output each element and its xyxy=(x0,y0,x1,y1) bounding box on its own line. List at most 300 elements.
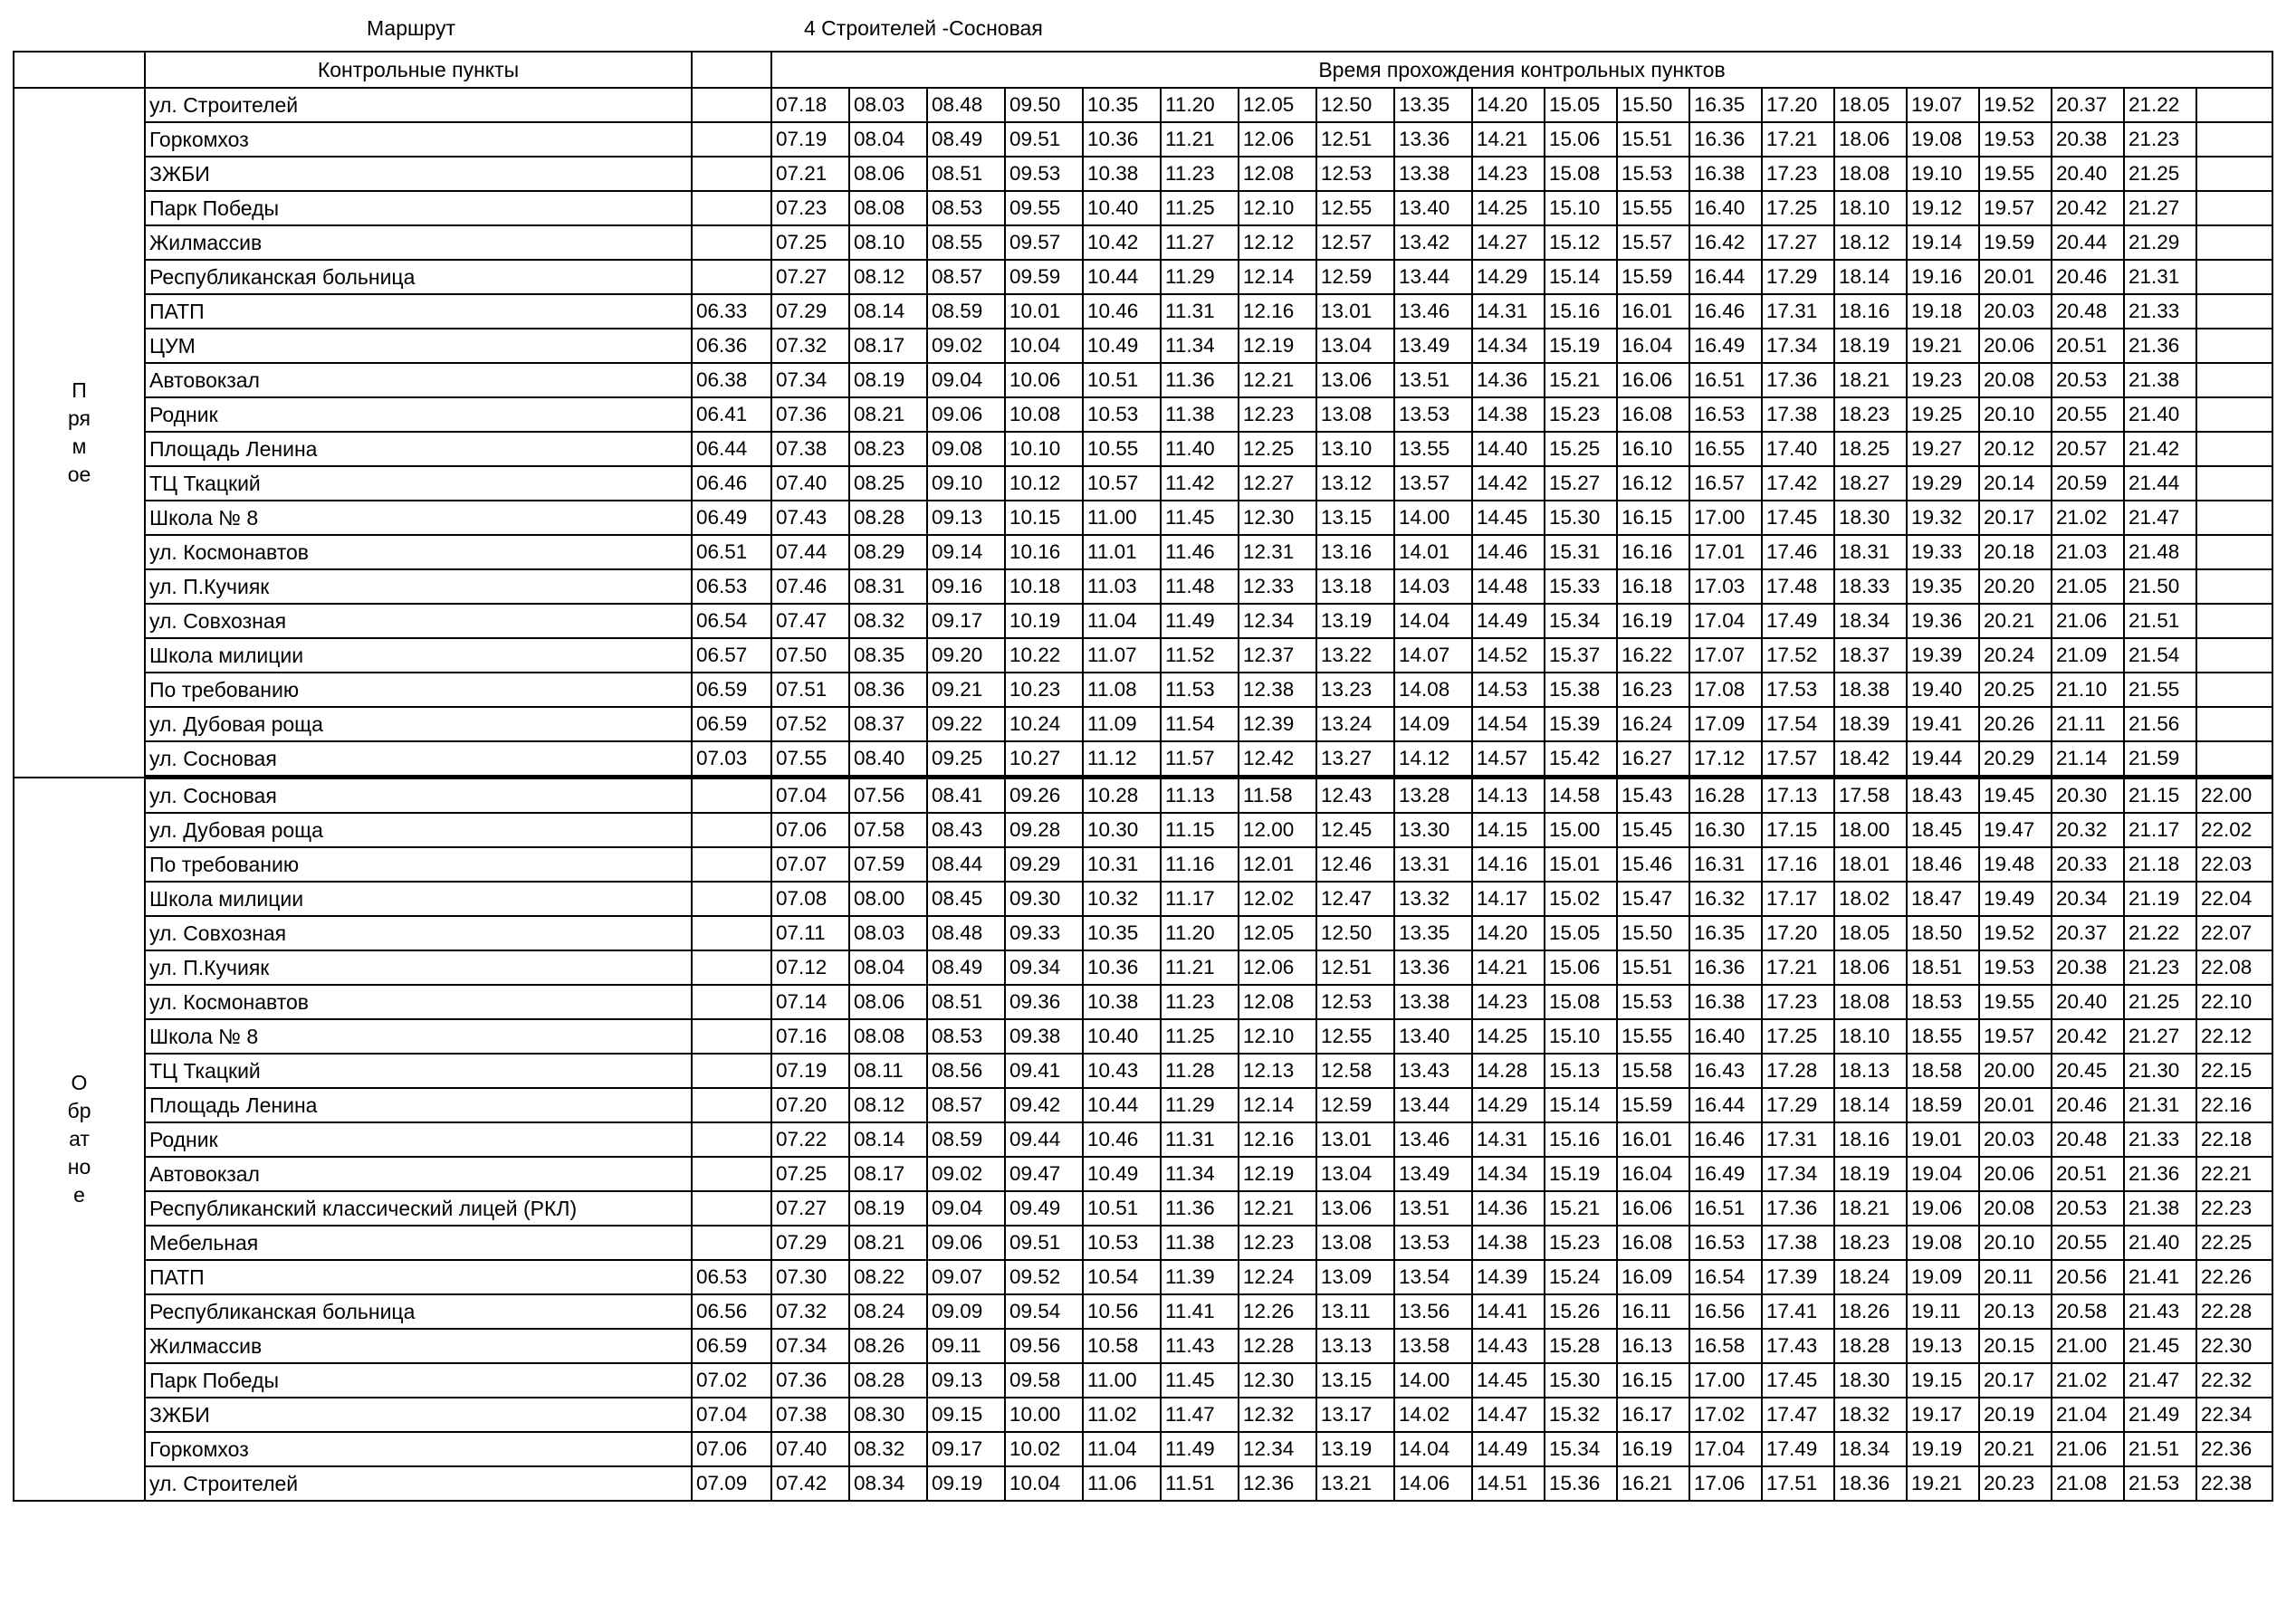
time-cell: 12.06 xyxy=(1239,122,1316,157)
time-cell: 18.53 xyxy=(1907,985,1979,1019)
time-cell: 11.34 xyxy=(1161,329,1239,363)
time-cell: 13.08 xyxy=(1316,1226,1394,1260)
time-cell: 09.20 xyxy=(927,638,1005,673)
time-cell: 16.40 xyxy=(1689,1019,1762,1054)
time-cell: 09.06 xyxy=(927,397,1005,432)
time-cell: 18.46 xyxy=(1907,847,1979,882)
time-cell: 14.45 xyxy=(1472,1363,1545,1398)
time-cell: 08.17 xyxy=(849,1157,927,1191)
time-cell: 15.37 xyxy=(1545,638,1617,673)
time-cell: 20.13 xyxy=(1979,1294,2052,1329)
time-cell: 17.47 xyxy=(1762,1398,1834,1432)
time-cell: 20.59 xyxy=(2052,466,2124,501)
time-cell: 10.16 xyxy=(1005,535,1083,569)
time-cell: 15.06 xyxy=(1545,122,1617,157)
time-cell: 09.53 xyxy=(1005,157,1083,191)
time-cell xyxy=(2196,466,2272,501)
time-cell: 19.13 xyxy=(1907,1329,1979,1363)
time-cell: 21.48 xyxy=(2124,535,2196,569)
time-cell: 19.52 xyxy=(1979,88,2052,122)
time-cell: 07.09 xyxy=(692,1466,771,1501)
time-cell: 10.24 xyxy=(1005,707,1083,741)
stop-name: Республиканская больница xyxy=(145,1294,692,1329)
time-cell: 18.16 xyxy=(1834,294,1907,329)
time-cell: 07.07 xyxy=(771,847,849,882)
time-cell: 11.49 xyxy=(1161,1432,1239,1466)
time-cell: 06.41 xyxy=(692,397,771,432)
time-cell: 10.28 xyxy=(1083,778,1161,814)
time-cell: 18.19 xyxy=(1834,1157,1907,1191)
time-cell: 07.16 xyxy=(771,1019,849,1054)
time-cell: 11.51 xyxy=(1161,1466,1239,1501)
time-cell: 21.03 xyxy=(2052,535,2124,569)
time-cell: 14.46 xyxy=(1472,535,1545,569)
time-cell: 07.19 xyxy=(771,1054,849,1088)
time-cell: 15.47 xyxy=(1617,882,1689,916)
time-cell: 15.14 xyxy=(1545,1088,1617,1122)
timetable-row xyxy=(14,604,2272,638)
time-cell: 09.13 xyxy=(927,501,1005,535)
time-cell: 07.06 xyxy=(692,1432,771,1466)
time-cell: 07.34 xyxy=(771,363,849,397)
time-cell: 20.11 xyxy=(1979,1260,2052,1294)
time-cell: 18.37 xyxy=(1834,638,1907,673)
time-cell: 21.31 xyxy=(2124,260,2196,294)
time-cell: 15.38 xyxy=(1545,673,1617,707)
time-cell: 13.54 xyxy=(1394,1260,1472,1294)
time-cell: 12.33 xyxy=(1239,569,1316,604)
time-cell: 14.08 xyxy=(1394,673,1472,707)
time-cell: 17.23 xyxy=(1762,985,1834,1019)
timetable-row xyxy=(14,1466,2272,1501)
time-cell: 15.23 xyxy=(1545,1226,1617,1260)
time-cell: 06.38 xyxy=(692,363,771,397)
time-cell: 13.57 xyxy=(1394,466,1472,501)
time-cell: 21.42 xyxy=(2124,432,2196,466)
time-cell: 21.51 xyxy=(2124,1432,2196,1466)
time-cell xyxy=(692,1157,771,1191)
time-cell: 07.55 xyxy=(771,741,849,778)
time-cell: 19.33 xyxy=(1907,535,1979,569)
time-cell: 06.53 xyxy=(692,569,771,604)
time-cell: 20.21 xyxy=(1979,604,2052,638)
time-cell: 08.55 xyxy=(927,225,1005,260)
time-cell: 15.50 xyxy=(1617,88,1689,122)
time-cell: 10.57 xyxy=(1083,466,1161,501)
time-cell: 09.59 xyxy=(1005,260,1083,294)
time-cell: 12.47 xyxy=(1316,882,1394,916)
time-cell xyxy=(692,882,771,916)
time-cell: 18.31 xyxy=(1834,535,1907,569)
time-cell: 20.12 xyxy=(1979,432,2052,466)
time-cell: 10.30 xyxy=(1083,813,1161,847)
time-cell: 15.10 xyxy=(1545,191,1617,225)
time-cell: 09.15 xyxy=(927,1398,1005,1432)
time-cell: 18.19 xyxy=(1834,329,1907,363)
time-cell: 19.21 xyxy=(1907,329,1979,363)
time-cell: 21.22 xyxy=(2124,88,2196,122)
time-cell: 10.35 xyxy=(1083,88,1161,122)
time-cell: 21.11 xyxy=(2052,707,2124,741)
time-cell: 14.09 xyxy=(1394,707,1472,741)
time-cell: 22.34 xyxy=(2196,1398,2272,1432)
time-cell: 15.08 xyxy=(1545,157,1617,191)
stop-name: Республиканская больница xyxy=(145,260,692,294)
timetable-row xyxy=(14,88,2272,122)
time-cell: 08.04 xyxy=(849,950,927,985)
time-cell: 14.41 xyxy=(1472,1294,1545,1329)
time-cell: 12.59 xyxy=(1316,1088,1394,1122)
time-cell: 13.46 xyxy=(1394,294,1472,329)
time-cell: 15.55 xyxy=(1617,1019,1689,1054)
time-cell: 21.02 xyxy=(2052,501,2124,535)
time-cell: 19.23 xyxy=(1907,363,1979,397)
time-cell: 19.19 xyxy=(1907,1432,1979,1466)
time-cell: 19.55 xyxy=(1979,157,2052,191)
stop-name: ул. Дубовая роща xyxy=(145,813,692,847)
time-cell: 10.36 xyxy=(1083,950,1161,985)
time-cell: 12.05 xyxy=(1239,916,1316,950)
time-cell: 19.35 xyxy=(1907,569,1979,604)
time-cell: 16.16 xyxy=(1617,535,1689,569)
time-cell: 18.08 xyxy=(1834,157,1907,191)
time-cell: 14.16 xyxy=(1472,847,1545,882)
time-cell: 13.44 xyxy=(1394,260,1472,294)
time-cell: 11.41 xyxy=(1161,1294,1239,1329)
time-cell: 21.22 xyxy=(2124,916,2196,950)
timetable-row xyxy=(14,569,2272,604)
time-cell: 10.35 xyxy=(1083,916,1161,950)
time-cell: 08.32 xyxy=(849,604,927,638)
time-cell: 10.46 xyxy=(1083,1122,1161,1157)
time-cell: 08.49 xyxy=(927,950,1005,985)
time-cell: 12.27 xyxy=(1239,466,1316,501)
time-cell: 07.02 xyxy=(692,1363,771,1398)
time-cell: 07.34 xyxy=(771,1329,849,1363)
time-cell: 17.53 xyxy=(1762,673,1834,707)
time-cell: 17.58 xyxy=(1834,778,1907,814)
time-cell: 08.41 xyxy=(927,778,1005,814)
time-cell: 21.18 xyxy=(2124,847,2196,882)
time-cell: 10.49 xyxy=(1083,1157,1161,1191)
time-cell: 17.02 xyxy=(1689,1398,1762,1432)
timetable-row xyxy=(14,638,2272,673)
time-cell: 15.51 xyxy=(1617,950,1689,985)
time-cell: 13.17 xyxy=(1316,1398,1394,1432)
time-cell: 12.53 xyxy=(1316,157,1394,191)
time-cell: 16.19 xyxy=(1617,604,1689,638)
time-cell xyxy=(692,157,771,191)
stop-name: ул. Совхозная xyxy=(145,916,692,950)
time-cell: 08.36 xyxy=(849,673,927,707)
time-cell: 16.44 xyxy=(1689,260,1762,294)
timetable-row xyxy=(14,397,2272,432)
time-cell: 22.02 xyxy=(2196,813,2272,847)
time-cell: 16.15 xyxy=(1617,1363,1689,1398)
time-cell: 13.16 xyxy=(1316,535,1394,569)
time-cell xyxy=(2196,260,2272,294)
time-cell: 14.52 xyxy=(1472,638,1545,673)
time-cell: 11.48 xyxy=(1161,569,1239,604)
time-cell: 11.53 xyxy=(1161,673,1239,707)
time-cell: 06.49 xyxy=(692,501,771,535)
time-cell: 11.54 xyxy=(1161,707,1239,741)
time-cell xyxy=(692,1019,771,1054)
time-cell: 13.43 xyxy=(1394,1054,1472,1088)
time-cell: 16.19 xyxy=(1617,1432,1689,1466)
time-cell: 17.31 xyxy=(1762,294,1834,329)
timetable-row xyxy=(14,1122,2272,1157)
time-cell: 12.36 xyxy=(1239,1466,1316,1501)
time-cell: 20.32 xyxy=(2052,813,2124,847)
time-cell: 14.31 xyxy=(1472,294,1545,329)
time-cell: 08.24 xyxy=(849,1294,927,1329)
time-cell: 16.36 xyxy=(1689,950,1762,985)
timetable-row xyxy=(14,1157,2272,1191)
time-cell: 14.13 xyxy=(1472,778,1545,814)
time-cell: 15.21 xyxy=(1545,363,1617,397)
time-cell: 22.36 xyxy=(2196,1432,2272,1466)
time-cell: 18.05 xyxy=(1834,916,1907,950)
time-cell: 21.23 xyxy=(2124,122,2196,157)
time-cell: 21.31 xyxy=(2124,1088,2196,1122)
time-cell: 09.06 xyxy=(927,1226,1005,1260)
time-cell: 20.55 xyxy=(2052,1226,2124,1260)
time-cell: 19.12 xyxy=(1907,191,1979,225)
time-cell: 14.04 xyxy=(1394,1432,1472,1466)
time-cell xyxy=(2196,88,2272,122)
time-cell: 16.17 xyxy=(1617,1398,1689,1432)
time-cell: 13.10 xyxy=(1316,432,1394,466)
time-cell: 17.20 xyxy=(1762,88,1834,122)
time-cell: 14.02 xyxy=(1394,1398,1472,1432)
time-cell: 17.28 xyxy=(1762,1054,1834,1088)
time-cell: 19.27 xyxy=(1907,432,1979,466)
time-cell: 11.00 xyxy=(1083,1363,1161,1398)
time-cell: 14.00 xyxy=(1394,1363,1472,1398)
time-cell: 20.38 xyxy=(2052,950,2124,985)
time-cell: 09.49 xyxy=(1005,1191,1083,1226)
time-cell: 06.33 xyxy=(692,294,771,329)
time-cell: 18.34 xyxy=(1834,1432,1907,1466)
time-cell: 14.15 xyxy=(1472,813,1545,847)
stop-name: Родник xyxy=(145,1122,692,1157)
time-cell: 09.58 xyxy=(1005,1363,1083,1398)
time-cell: 08.10 xyxy=(849,225,927,260)
time-cell: 20.17 xyxy=(1979,1363,2052,1398)
time-cell: 17.49 xyxy=(1762,1432,1834,1466)
time-cell: 13.28 xyxy=(1394,778,1472,814)
time-cell: 11.27 xyxy=(1161,225,1239,260)
time-cell: 07.42 xyxy=(771,1466,849,1501)
time-cell: 19.57 xyxy=(1979,1019,2052,1054)
time-cell: 17.25 xyxy=(1762,1019,1834,1054)
time-cell: 16.35 xyxy=(1689,916,1762,950)
time-cell: 21.36 xyxy=(2124,329,2196,363)
time-cell: 08.35 xyxy=(849,638,927,673)
time-cell: 12.10 xyxy=(1239,191,1316,225)
time-cell: 17.40 xyxy=(1762,432,1834,466)
time-cell: 17.03 xyxy=(1689,569,1762,604)
time-cell: 15.59 xyxy=(1617,260,1689,294)
time-cell: 20.20 xyxy=(1979,569,2052,604)
time-cell: 12.30 xyxy=(1239,501,1316,535)
time-cell: 16.36 xyxy=(1689,122,1762,157)
time-cell: 10.12 xyxy=(1005,466,1083,501)
time-cell: 08.49 xyxy=(927,122,1005,157)
time-cell: 19.10 xyxy=(1907,157,1979,191)
time-cell: 18.51 xyxy=(1907,950,1979,985)
time-cell: 07.38 xyxy=(771,432,849,466)
time-cell: 13.01 xyxy=(1316,294,1394,329)
time-cell: 10.49 xyxy=(1083,329,1161,363)
time-cell: 17.15 xyxy=(1762,813,1834,847)
stop-name: ул. Космонавтов xyxy=(145,535,692,569)
time-cell: 10.23 xyxy=(1005,673,1083,707)
stop-name: Родник xyxy=(145,397,692,432)
time-cell: 13.30 xyxy=(1394,813,1472,847)
time-cell: 14.53 xyxy=(1472,673,1545,707)
time-cell: 14.39 xyxy=(1472,1260,1545,1294)
time-cell: 15.45 xyxy=(1617,813,1689,847)
time-cell: 13.53 xyxy=(1394,397,1472,432)
time-cell: 15.24 xyxy=(1545,1260,1617,1294)
time-cell: 22.10 xyxy=(2196,985,2272,1019)
time-cell: 21.00 xyxy=(2052,1329,2124,1363)
time-cell: 09.09 xyxy=(927,1294,1005,1329)
time-cell: 12.05 xyxy=(1239,88,1316,122)
time-cell: 17.57 xyxy=(1762,741,1834,778)
time-cell: 11.09 xyxy=(1083,707,1161,741)
time-cell xyxy=(2196,638,2272,673)
timetable-row xyxy=(14,1294,2272,1329)
stop-name: Школа № 8 xyxy=(145,1019,692,1054)
direction-label-text: Обратное xyxy=(67,1070,91,1207)
time-cell: 21.38 xyxy=(2124,363,2196,397)
time-cell: 15.27 xyxy=(1545,466,1617,501)
time-cell: 11.57 xyxy=(1161,741,1239,778)
time-cell: 06.56 xyxy=(692,1294,771,1329)
time-cell: 15.26 xyxy=(1545,1294,1617,1329)
time-cell: 12.25 xyxy=(1239,432,1316,466)
time-cell: 07.40 xyxy=(771,466,849,501)
time-cell xyxy=(692,225,771,260)
time-cell xyxy=(692,191,771,225)
time-cell: 16.40 xyxy=(1689,191,1762,225)
time-cell: 21.19 xyxy=(2124,882,2196,916)
time-cell: 08.06 xyxy=(849,157,927,191)
time-cell: 17.38 xyxy=(1762,397,1834,432)
time-cell: 17.39 xyxy=(1762,1260,1834,1294)
time-cell: 09.14 xyxy=(927,535,1005,569)
time-cell xyxy=(692,1226,771,1260)
time-cell: 15.02 xyxy=(1545,882,1617,916)
direction-label xyxy=(14,88,145,778)
stop-name: Республиканский классический лицей (РКЛ) xyxy=(145,1191,692,1226)
time-cell: 10.53 xyxy=(1083,1226,1161,1260)
time-cell: 12.28 xyxy=(1239,1329,1316,1363)
time-cell: 19.36 xyxy=(1907,604,1979,638)
time-cell: 16.01 xyxy=(1617,1122,1689,1157)
time-cell: 20.06 xyxy=(1979,1157,2052,1191)
time-cell: 07.38 xyxy=(771,1398,849,1432)
time-cell: 20.01 xyxy=(1979,1088,2052,1122)
time-cell: 09.52 xyxy=(1005,1260,1083,1294)
time-cell: 11.23 xyxy=(1161,985,1239,1019)
time-cell: 13.38 xyxy=(1394,157,1472,191)
time-cell: 18.06 xyxy=(1834,950,1907,985)
timetable-row xyxy=(14,191,2272,225)
time-cell: 11.20 xyxy=(1161,916,1239,950)
time-cell: 11.03 xyxy=(1083,569,1161,604)
time-cell: 13.36 xyxy=(1394,122,1472,157)
time-cell: 18.58 xyxy=(1907,1054,1979,1088)
time-cell xyxy=(692,985,771,1019)
time-cell: 16.38 xyxy=(1689,985,1762,1019)
time-cell: 15.08 xyxy=(1545,985,1617,1019)
time-cell: 20.53 xyxy=(2052,363,2124,397)
time-cell: 09.04 xyxy=(927,1191,1005,1226)
time-cell: 07.59 xyxy=(849,847,927,882)
time-cell: 12.32 xyxy=(1239,1398,1316,1432)
timetable-row xyxy=(14,1226,2272,1260)
time-cell: 18.13 xyxy=(1834,1054,1907,1088)
time-cell: 15.42 xyxy=(1545,741,1617,778)
time-cell: 08.03 xyxy=(849,916,927,950)
time-cell: 14.42 xyxy=(1472,466,1545,501)
time-cell: 20.30 xyxy=(2052,778,2124,814)
time-cell: 14.23 xyxy=(1472,157,1545,191)
time-cell: 20.44 xyxy=(2052,225,2124,260)
time-cell: 07.43 xyxy=(771,501,849,535)
time-cell: 12.55 xyxy=(1316,191,1394,225)
stop-name: По требованию xyxy=(145,847,692,882)
time-cell xyxy=(2196,432,2272,466)
time-cell: 12.53 xyxy=(1316,985,1394,1019)
timetable-row xyxy=(14,432,2272,466)
time-cell: 08.28 xyxy=(849,1363,927,1398)
time-cell: 17.17 xyxy=(1762,882,1834,916)
first-time-header-cell xyxy=(692,52,771,88)
time-cell: 09.36 xyxy=(1005,985,1083,1019)
time-cell: 08.59 xyxy=(927,294,1005,329)
time-cell: 14.20 xyxy=(1472,916,1545,950)
time-cell: 14.36 xyxy=(1472,1191,1545,1226)
timetable-row xyxy=(14,1363,2272,1398)
time-cell: 06.44 xyxy=(692,432,771,466)
time-cell: 14.00 xyxy=(1394,501,1472,535)
time-cell: 11.29 xyxy=(1161,1088,1239,1122)
time-cell: 12.01 xyxy=(1239,847,1316,882)
time-cell: 10.10 xyxy=(1005,432,1083,466)
stop-name: Горкомхоз xyxy=(145,1432,692,1466)
stops-column-header: Контрольные пункты xyxy=(145,52,692,88)
time-cell: 08.22 xyxy=(849,1260,927,1294)
time-cell: 17.43 xyxy=(1762,1329,1834,1363)
stop-name: ЗЖБИ xyxy=(145,157,692,191)
timetable-row xyxy=(14,916,2272,950)
time-cell: 18.16 xyxy=(1834,1122,1907,1157)
stop-name: Автовокзал xyxy=(145,1157,692,1191)
time-cell: 19.08 xyxy=(1907,122,1979,157)
time-cell: 10.04 xyxy=(1005,329,1083,363)
time-cell: 08.08 xyxy=(849,191,927,225)
time-cell: 10.46 xyxy=(1083,294,1161,329)
time-cell: 11.36 xyxy=(1161,1191,1239,1226)
time-cell: 07.21 xyxy=(771,157,849,191)
time-cell: 10.51 xyxy=(1083,1191,1161,1226)
time-cell: 06.36 xyxy=(692,329,771,363)
